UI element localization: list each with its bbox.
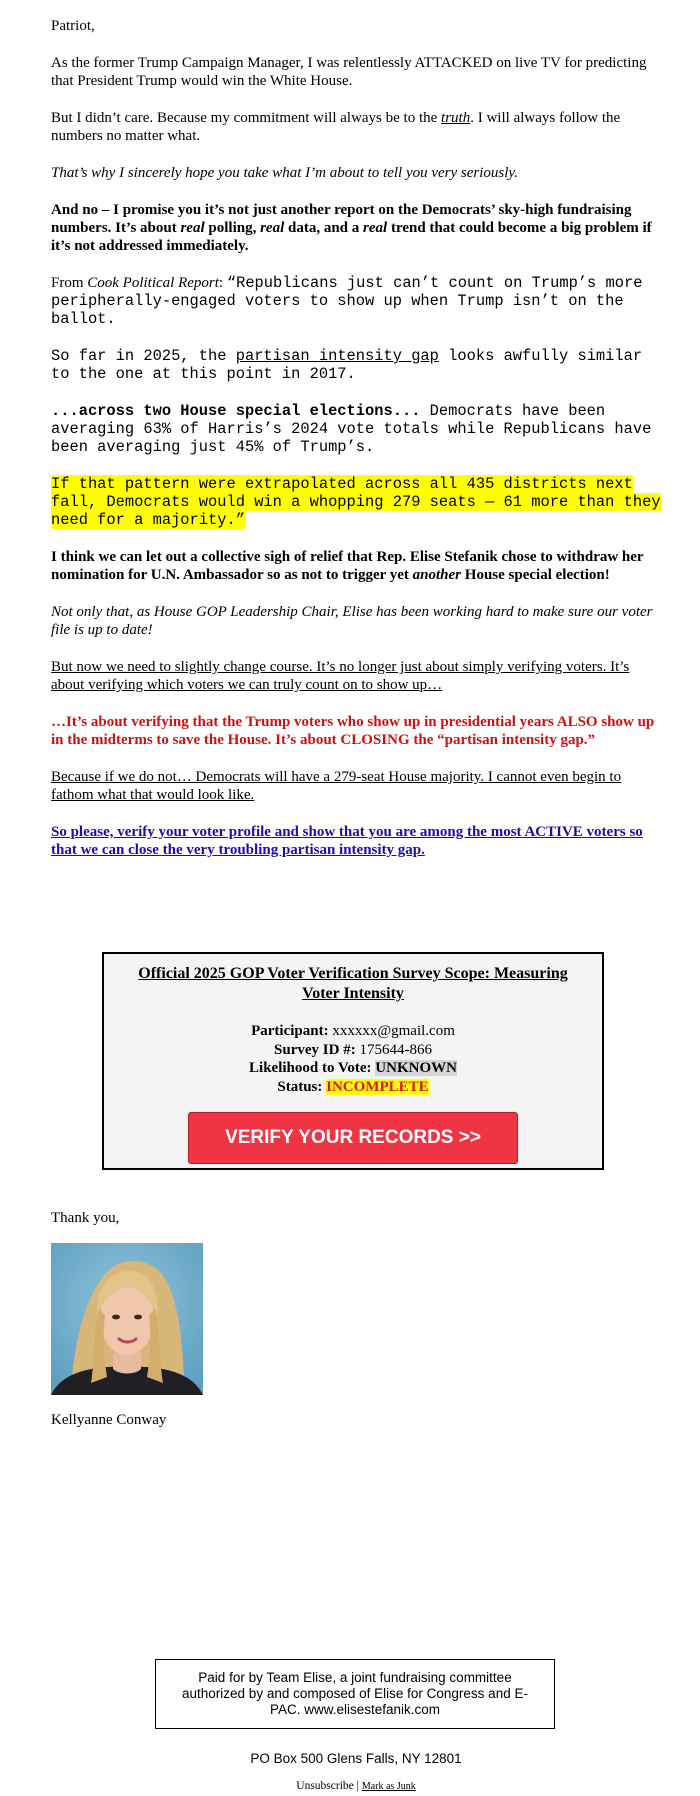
- paragraph-12: …It’s about verifying that the Trump voters who show up in presidential years ALSO show up in the midterms to save the House. It’s about CLOSING the “partisan intensity gap.”: [51, 714, 655, 748]
- p7-bold: ...across two House special elections...: [51, 402, 421, 420]
- participant-value: xxxxxx@gmail.com: [332, 1023, 455, 1039]
- p4-text-d: trend that could become a big problem if it’s not addressed immediately.: [51, 220, 652, 254]
- paragraph-14: [51, 823, 663, 859]
- link-separator: |: [353, 1780, 362, 1792]
- likelihood-label: Likelihood to Vote:: [249, 1060, 372, 1076]
- survey-id-row: [104, 1041, 602, 1060]
- survey-box: [102, 952, 604, 1170]
- real-word-1: real: [180, 220, 205, 236]
- paragraph-5: [51, 274, 663, 328]
- p2-text-a: But I didn’t care. Because my commitment will always be to the: [51, 110, 442, 126]
- p6-text-a: So far in 2025, the: [51, 347, 236, 365]
- unsubscribe-link[interactable]: Unsubscribe: [296, 1780, 354, 1792]
- paragraph-2: [51, 109, 663, 145]
- paragraph-7: [51, 402, 663, 456]
- paragraph-11: But now we need to slightly change course. It’s no longer just about simply verifying voters. It’s about verifying which voters we can truly count on to show up…: [51, 659, 630, 693]
- p3-text: That’s why I sincerely hope you take what I’m about to tell you very seriously.: [51, 165, 518, 181]
- paragraph-9: [51, 548, 663, 584]
- p7-rest: Democrats have been averaging 63% of Harris’s 2024 vote totals while Republicans have been averaging just 45% of Trump’s.: [51, 402, 652, 456]
- likelihood-value: UNKNOWN: [375, 1060, 457, 1076]
- portrait-image: [51, 1243, 203, 1395]
- paragraph-4: [51, 201, 663, 255]
- survey-title: Official 2025 GOP Voter Verification Survey Scope: Measuring Voter Intensity: [138, 965, 568, 1002]
- p2-text-b: . I will always follow the numbers no matter what.: [51, 110, 621, 144]
- likelihood-row: [104, 1059, 602, 1078]
- p4-text-a: And no – I promise you it’s not just another report on the Democrats’ sky-high fundraising numbers. It’s about: [51, 202, 632, 236]
- letter-body: [51, 17, 663, 878]
- status-badge: INCOMPLETE: [326, 1078, 429, 1095]
- signer-name: Kellyanne Conway: [51, 1412, 167, 1428]
- mailing-address: PO Box 500 Glens Falls, NY 12801: [250, 1751, 462, 1766]
- real-word-2: real: [260, 220, 285, 236]
- p9-text-a: I think we can let out a collective sigh of relief that Rep. Elise Stefanik chose to withdraw her nomination for U.N. Ambassador so as not to trigger yet: [51, 549, 644, 583]
- participant-label: Participant:: [251, 1023, 329, 1039]
- paragraph-3: [51, 164, 663, 182]
- paid-for-disclaimer: Paid for by Team Elise, a joint fundraising committee authorized by and composed of Elise for Congress and E-PAC. www.elisestefanik.com: [155, 1659, 555, 1729]
- p10-text: Not only that, as House GOP Leadership Chair, Elise has been working hard to make sure our voter file is up to date!: [51, 604, 653, 638]
- mark-as-junk-link[interactable]: Mark as Junk: [361, 1781, 416, 1792]
- greeting: Patriot,: [51, 18, 95, 34]
- p5-source: Cook Political Report: [87, 275, 219, 291]
- paragraph-6: [51, 347, 663, 383]
- p5-quote: “Republicans just can’t count on Trump’s more peripherally-engaged voters to show up when Trump isn’t on the ballot.: [51, 274, 643, 328]
- signer-photo: [51, 1243, 203, 1395]
- signoff: Thank you,: [51, 1210, 120, 1226]
- paragraph-10: [51, 603, 663, 639]
- status-label: Status:: [277, 1078, 323, 1095]
- participant-row: [104, 1022, 602, 1041]
- p5-from: From: [51, 275, 88, 291]
- paragraph-8: [51, 475, 663, 529]
- survey-id-label: Survey ID #:: [274, 1041, 356, 1058]
- truth-word: truth: [441, 110, 471, 126]
- p5-colon: :: [218, 275, 227, 291]
- p9-text-b: House special election!: [461, 567, 610, 583]
- status-row: [104, 1078, 602, 1097]
- verify-records-button[interactable]: VERIFY YOUR RECORDS >>: [188, 1112, 518, 1164]
- p4-text-c: data, and a: [284, 220, 364, 236]
- paragraph-13: Because if we do not… Democrats will have a 279-seat House majority. I cannot even begin to fathom what that would look like.: [51, 769, 622, 803]
- survey-id-value: 175644-866: [359, 1041, 432, 1058]
- real-word-3: real: [363, 220, 388, 236]
- verify-profile-link[interactable]: So please, verify your voter profile and show that you are among the most ACTIVE voters so that we can close the very troubling partisan intensity gap.: [51, 824, 643, 858]
- paragraph-1: As the former Trump Campaign Manager, I was relentlessly ATTACKED on live TV for predicting that President Trump would win the White House.: [51, 55, 647, 89]
- p6-text-b: looks awfully similar to the one at this point in 2017.: [51, 347, 643, 383]
- another-word: another: [412, 567, 462, 583]
- unsubscribe-row: [0, 1779, 700, 1794]
- survey-fields: [104, 1022, 602, 1096]
- p4-text-b: polling,: [204, 220, 261, 236]
- partisan-intensity-gap: partisan intensity gap: [235, 347, 439, 365]
- highlighted-quote: If that pattern were extrapolated across all 435 districts next fall, Democrats would win a whopping 279 seats — 61 more than they need for a majority.”: [51, 475, 661, 529]
